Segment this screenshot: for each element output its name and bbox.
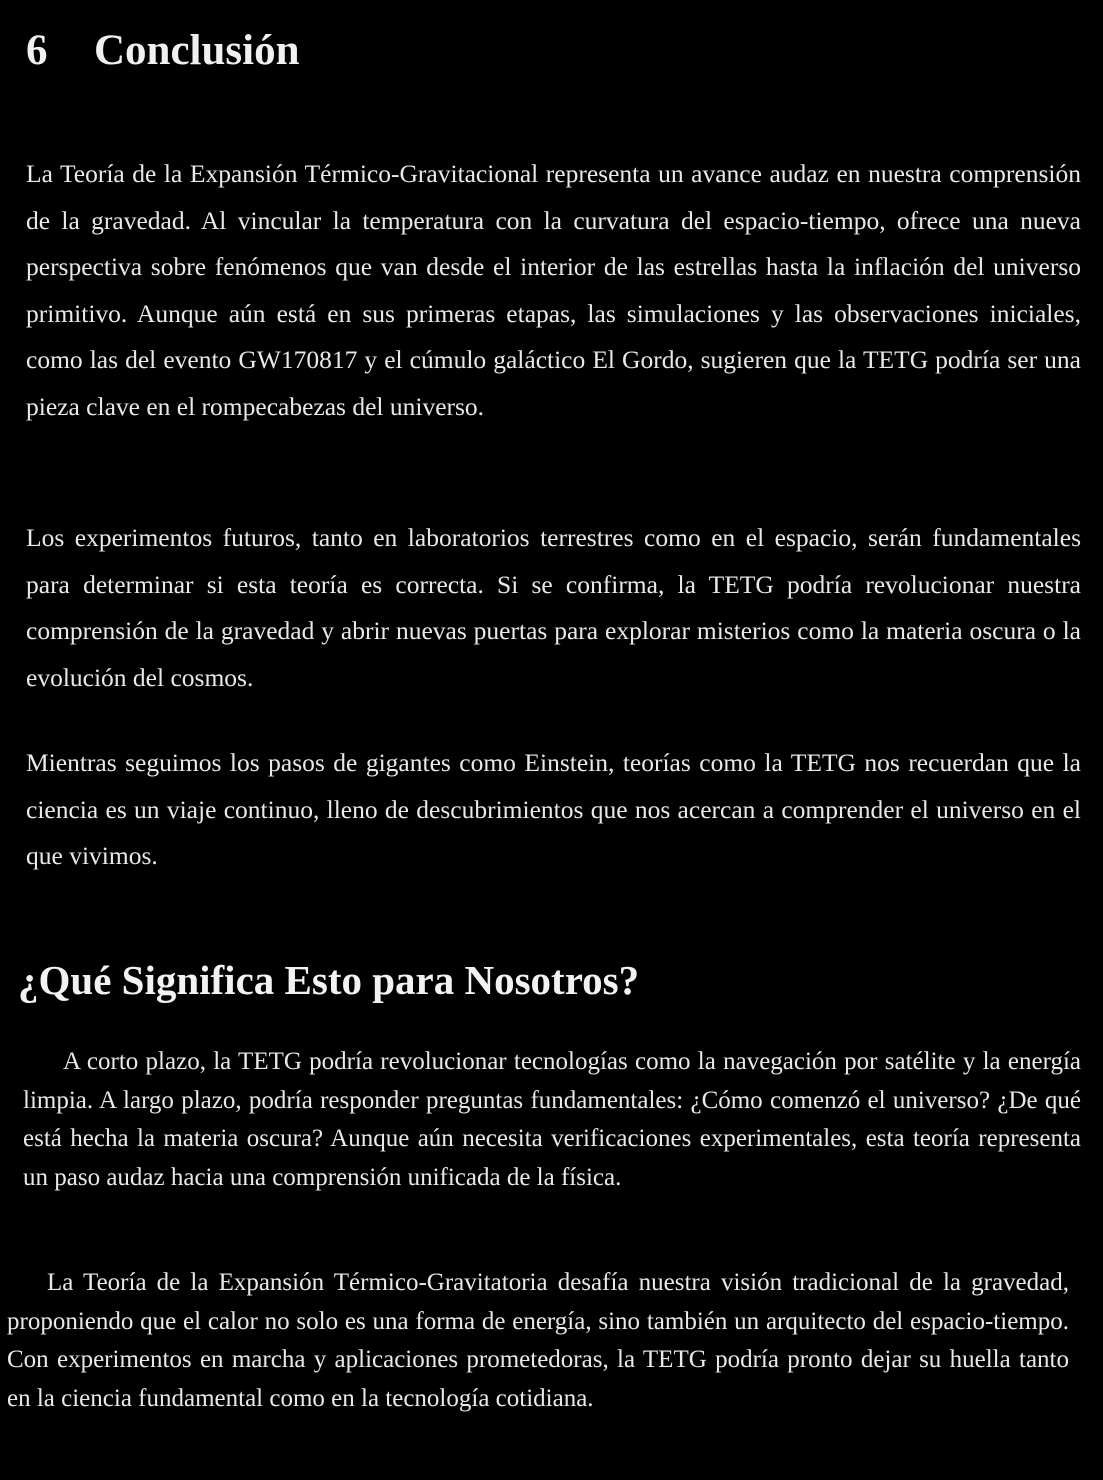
section-heading	[26, 24, 300, 78]
section-title: Conclusión	[94, 27, 300, 74]
subsection-heading: ¿Qué Significa Esto para Nosotros?	[18, 957, 640, 1003]
conclusion-paragraph-2: Los experimentos futuros, tanto en laboratorios terrestres como en el espacio, serán fundamentales para determinar si esta teoría es correcta. Si se confirma, la TETG podría revolucionar nuestra comprensión de la gravedad y abrir nuevas puertas para explorar misterios como la materia oscura o la evolución del cosmos.	[26, 523, 1081, 692]
section-number: 6	[26, 27, 48, 74]
subsection-paragraph-2: La Teoría de la Expansión Térmico-Gravitatoria desafía nuestra visión tradicional de la gravedad, proponiendo que el calor no solo es una forma de energía, sino también un arquitecto del espacio-tiempo. Con experimentos en marcha y aplicaciones prometedoras, la TETG podría pronto dejar su huella tanto en la ciencia fundamental como en la tecnología cotidiana.	[7, 1269, 1069, 1412]
conclusion-paragraph-3: Mientras seguimos los pasos de gigantes como Einstein, teorías como la TETG nos recuerdan que la ciencia es un viaje continuo, lleno de descubrimientos que nos acercan a comprender el universo en el que vivimos.	[26, 748, 1081, 870]
subsection-paragraph-1: A corto plazo, la TETG podría revolucionar tecnologías como la navegación por satélite y la energía limpia. A largo plazo, podría responder preguntas fundamentales: ¿Cómo comenzó el universo? ¿De qué está hecha la materia oscura? Aunque aún necesita verificaciones experimentales, esta teoría representa un paso audaz hacia una comprensión unificada de la física.	[23, 1048, 1081, 1191]
conclusion-paragraph-1: La Teoría de la Expansión Térmico-Gravitacional representa un avance audaz en nuestra comprensión de la gravedad. Al vincular la temperatura con la curvatura del espacio-tiempo, ofrece una nueva perspectiva sobre fenómenos que van desde el interior de las estrellas hasta la inflación del universo primitivo. Aunque aún está en sus primeras etapas, las simulaciones y las observaciones iniciales, como las del evento GW170817 y el cúmulo galáctico El Gordo, sugieren que la TETG podría ser una pieza clave en el rompecabezas del universo.	[26, 159, 1081, 421]
